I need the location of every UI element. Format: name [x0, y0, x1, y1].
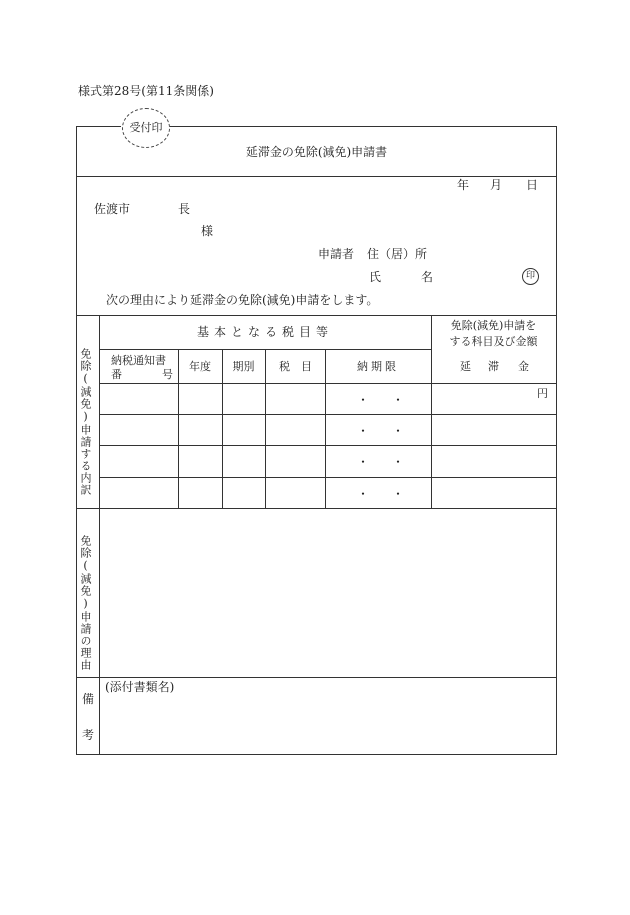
reception-stamp: [122, 108, 170, 148]
form-number: 様式第28号(第11条関係): [78, 84, 214, 98]
breakdown-bottom: [99, 508, 556, 509]
remarks-label-2: 考: [82, 728, 95, 742]
due-dot-2b: ・: [392, 424, 405, 438]
side-divider-1: [76, 508, 100, 509]
side-label-column-line: [99, 315, 100, 755]
date-month: 月: [490, 178, 503, 192]
addressee-honorific: 様: [201, 224, 214, 238]
frame-left: [76, 126, 77, 755]
due-dot-3a: ・: [357, 455, 370, 469]
col-period: 期別: [232, 360, 255, 373]
col-line-4: [325, 349, 326, 509]
col-line-2: [222, 349, 223, 509]
addressee-chief: 長: [178, 202, 191, 216]
basis-header: 基本となる税目等: [196, 325, 333, 339]
applicant-name-label-1: 氏: [369, 270, 382, 284]
frame-top-right: [170, 126, 556, 127]
row-divider-1: [99, 414, 556, 415]
applicant-label: 申請者: [318, 247, 355, 261]
col-tax-1: 税: [279, 360, 290, 373]
col-notice-line-1: 納税通知書: [111, 354, 166, 367]
reason-side-label: 免除(減免)申請の理由: [79, 535, 92, 671]
title-divider: [76, 176, 557, 177]
reception-stamp-label: 受付印: [129, 121, 163, 134]
col-year: 年度: [189, 360, 211, 373]
remarks-label-1: 備: [82, 692, 95, 706]
due-dot-1b: ・: [392, 393, 405, 407]
due-dot-2a: ・: [357, 424, 370, 438]
col-late-fee-1: 延: [460, 360, 471, 373]
breakdown-side-label: 免除(減免)申請する内訳: [79, 348, 92, 496]
column-header-divider: [99, 383, 556, 384]
col-due-date: 納期限: [357, 360, 399, 373]
col-notice-line-2a: 番: [111, 368, 122, 381]
addressee-city: 佐渡市: [94, 202, 131, 216]
date-year: 年: [457, 178, 470, 192]
yen-unit: 円: [537, 387, 548, 400]
frame-bottom: [76, 754, 557, 755]
amount-header-line-2: する科目及び金額: [449, 335, 538, 348]
col-notice-line-2b: 号: [162, 368, 173, 381]
remarks-attachment-note: (添付書類名): [105, 680, 175, 694]
col-late-fee-3: 金: [518, 360, 529, 373]
applicant-name-label-2: 名: [421, 270, 434, 284]
reason-bottom: [76, 677, 557, 678]
frame-right: [556, 126, 557, 755]
application-statement: 次の理由により延滞金の免除(減免)申請をします。: [106, 293, 379, 307]
due-dot-4a: ・: [357, 487, 370, 501]
seal-mark: 印: [522, 268, 539, 285]
date-day: 日: [526, 178, 539, 192]
row-divider-3: [99, 477, 556, 478]
due-dot-3b: ・: [392, 455, 405, 469]
row-divider-2: [99, 445, 556, 446]
frame-top-left: [76, 126, 121, 127]
col-late-fee-2: 滞: [488, 360, 499, 373]
due-dot-4b: ・: [392, 487, 405, 501]
col-line-1: [178, 349, 179, 509]
col-line-3: [265, 349, 266, 509]
document-title: 延滞金の免除(減免)申請書: [245, 145, 388, 159]
header-divider: [76, 315, 557, 316]
col-tax-2: 目: [301, 360, 312, 373]
amount-header-line-1: 免除(減免)申請を: [450, 319, 537, 332]
applicant-address-label: 住（居）所: [367, 247, 428, 261]
due-dot-1a: ・: [357, 393, 370, 407]
